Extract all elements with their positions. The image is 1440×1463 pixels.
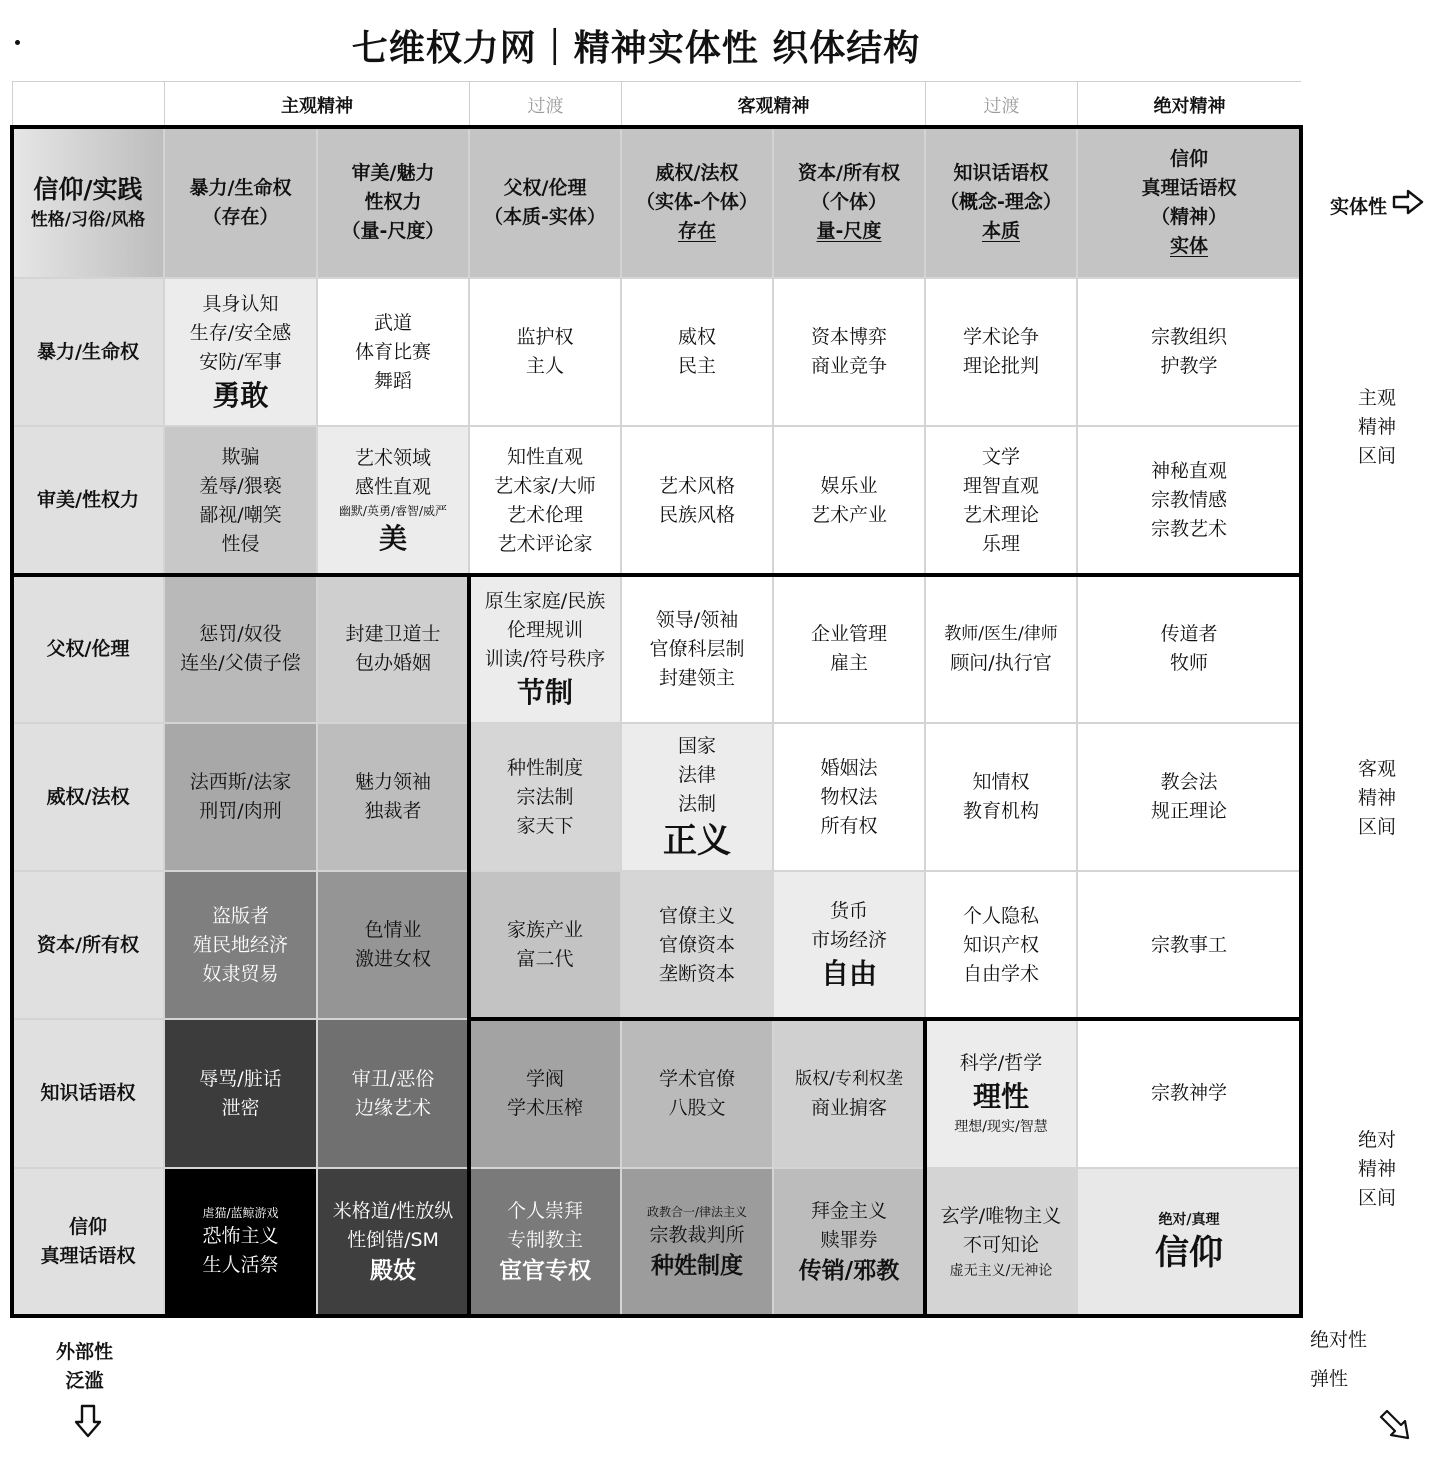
cell-text: 垄断资本 (658, 962, 735, 985)
grid-cell-r6-c5 (773, 1019, 925, 1168)
column-header-line: （概念-理念） (940, 191, 1062, 213)
cell-text: 专制教主 (506, 1229, 583, 1251)
cell-text: 玄学/唯物主义 (940, 1205, 1062, 1227)
grid-cell-r2-c6 (925, 426, 1077, 575)
cell-text: 法制 (677, 792, 716, 815)
cell-text: 原生家庭/民族 (484, 589, 606, 612)
grid-cell-r4-c5 (773, 723, 925, 871)
cell-text: 主人 (525, 355, 564, 377)
cell-text: 羞辱/猥亵 (199, 474, 282, 497)
column-header-2 (317, 127, 469, 278)
cell-text: 艺术产业 (810, 503, 887, 526)
row-label-1 (12, 278, 164, 426)
cell-text: 学术官僚 (658, 1067, 735, 1090)
grid-cell-r2-c5 (773, 426, 925, 575)
grid-cell-r5-c2 (317, 871, 469, 1019)
cell-text: 殿妓 (370, 1258, 416, 1284)
row-label-line: 知识话语权 (40, 1082, 136, 1104)
cell-text: 民主 (677, 355, 716, 377)
cell-text: 幽默/英勇/睿智/威严 (338, 503, 448, 518)
column-header-line: 本质 (981, 220, 1020, 242)
cell-text: 宦官专权 (499, 1258, 591, 1284)
absolute-line-2: 精神 (1358, 1158, 1397, 1180)
cell-text: 性倒错/SM (347, 1229, 439, 1251)
grid-cell-r6-c2 (317, 1019, 469, 1168)
cell-text: 性侵 (221, 532, 260, 555)
cell-text: 拜金主义 (810, 1200, 887, 1222)
cell-text: 舞蹈 (373, 369, 412, 392)
absolute-line-3: 区间 (1358, 1187, 1397, 1209)
cell-text: 不可知论 (962, 1234, 1039, 1256)
cell-text: 奴隶贸易 (202, 962, 279, 985)
cell-text: 乐理 (981, 532, 1020, 555)
cell-text: 泄密 (221, 1096, 260, 1119)
cell-text: 欺骗 (221, 445, 260, 468)
cell-text: 恐怖主义 (202, 1225, 279, 1247)
grid-cell-r6-c7 (1077, 1019, 1301, 1168)
grid-cell-r2-c3 (469, 426, 621, 575)
right-arrow-icon (1392, 189, 1424, 215)
grid-cell-r3-c1 (164, 575, 317, 723)
cell-text: 安防/军事 (199, 350, 282, 373)
external-label (56, 1338, 113, 1396)
grid-cell-r7-c3 (469, 1168, 621, 1316)
grid-cell-r5-c5 (773, 871, 925, 1019)
grid-cell-r2-c1 (164, 426, 317, 575)
cell-text: 文学 (981, 445, 1020, 468)
header-transition-3: 过渡 (925, 81, 1077, 127)
cell-text: 理性 (972, 1080, 1029, 1113)
header-transition-1: 过渡 (469, 81, 621, 127)
cell-text: 威权 (677, 326, 716, 348)
cell-text: 资本博弈 (810, 326, 887, 348)
cell-text: 武道 (373, 311, 412, 334)
cell-text: 神秘直观 (1150, 460, 1227, 482)
cell-text: 顾问/执行官 (950, 652, 1052, 674)
cell-text: 魅力领袖 (354, 771, 431, 793)
grid-cell-r3-c2 (317, 575, 469, 723)
cell-text: 宗教情感 (1150, 489, 1227, 511)
cell-text: 宗教艺术 (1150, 518, 1227, 540)
cell-text: 官僚科层制 (649, 637, 745, 660)
grid-cell-r3-c3 (469, 575, 621, 723)
cell-text: 信仰 (1155, 1233, 1223, 1273)
subjective-line-2: 精神 (1358, 416, 1397, 438)
grid-cell-r2-c7 (1077, 426, 1301, 575)
absoluteness-label: 绝对性 (1310, 1329, 1368, 1351)
external-line-2: 泛滥 (65, 1370, 104, 1392)
row-label-6 (12, 1019, 164, 1168)
grid-cell-r7-c1 (164, 1168, 317, 1316)
cell-text: 自由学术 (962, 962, 1039, 985)
grid-cell-r1-c7 (1077, 278, 1301, 426)
cell-text: 边缘艺术 (354, 1096, 431, 1119)
column-header-line: 存在 (677, 220, 716, 242)
row-label-line: 父权/伦理 (46, 637, 130, 660)
cell-text: 艺术评论家 (497, 532, 593, 555)
corner-main: 信仰/实践 (33, 174, 143, 204)
cell-text: 婚姻法 (820, 756, 878, 779)
cell-text: 宗教神学 (1150, 1082, 1227, 1104)
grid-cell-r1-c3 (469, 278, 621, 426)
cell-text: 封建领主 (658, 666, 735, 689)
cell-text: 封建卫道士 (345, 623, 441, 645)
grid-cell-r3-c4 (621, 575, 773, 723)
column-header-line: （精神） (1150, 205, 1227, 228)
column-header-line: （个体） (810, 191, 887, 213)
cell-text: 市场经济 (810, 929, 887, 951)
cell-text: 传销/邪教 (798, 1258, 900, 1284)
cell-text: 娱乐业 (820, 474, 878, 497)
cell-text: 包办婚姻 (354, 652, 431, 674)
column-header-line: 实体 (1169, 234, 1208, 257)
row-label-line: 威权/法权 (46, 785, 130, 808)
cell-text: 激进女权 (354, 948, 431, 970)
cell-text: 理想/现实/智慧 (954, 1119, 1048, 1135)
cell-text: 节制 (516, 675, 573, 709)
cell-text: 具身认知 (202, 292, 279, 315)
grid-cell-r1-c4 (621, 278, 773, 426)
cell-text: 绝对/真理 (1158, 1212, 1220, 1228)
column-header-line: 真理话语权 (1141, 176, 1237, 199)
cell-text: 家族产业 (506, 919, 583, 941)
absolute-zone-label (1358, 1126, 1396, 1213)
cell-text: 美 (378, 521, 407, 555)
cell-text: 体育比赛 (354, 340, 431, 363)
grid-cell-r6-c6 (925, 1019, 1077, 1168)
cell-text: 监护权 (516, 326, 574, 348)
cell-text: 雇主 (829, 652, 868, 674)
grid-cell-r4-c2 (317, 723, 469, 871)
grid-cell-r4-c6 (925, 723, 1077, 871)
subjective-line-3: 区间 (1358, 445, 1397, 467)
grid-cell-r2-c2 (317, 426, 469, 575)
column-header-line: 性权力 (364, 191, 422, 213)
cell-text: 科学/哲学 (959, 1052, 1043, 1074)
row-label-line: 暴力/生命权 (37, 340, 139, 363)
cell-text: 赎罪券 (820, 1229, 878, 1251)
grid-cell-r1-c1 (164, 278, 317, 426)
cell-text: 艺术风格 (658, 474, 735, 497)
cell-text: 训读/符号秩序 (484, 647, 606, 670)
grid-cell-r7-c5 (773, 1168, 925, 1316)
column-header-line: （实体-个体） (636, 191, 758, 213)
column-header-line: （量-尺度） (341, 220, 445, 242)
cell-text: 宗教组织 (1150, 326, 1227, 348)
cell-text: 法律 (677, 763, 716, 786)
objective-line-2: 精神 (1358, 787, 1397, 809)
cell-text: 知性直观 (506, 445, 583, 468)
grid-cell-r4-c7 (1077, 723, 1301, 871)
grid-cell-r7-c6 (925, 1168, 1077, 1316)
cell-text: 虚无主义/无神论 (949, 1263, 1053, 1279)
grid-cell-r5-c3 (469, 871, 621, 1019)
cell-text: 种姓制度 (651, 1252, 743, 1279)
diagram-title: 七维权力网｜精神实体性 织体结构 (351, 28, 921, 69)
grid-cell-r5-c7 (1077, 871, 1301, 1019)
cell-text: 自由 (820, 957, 877, 990)
row-label-3 (12, 575, 164, 723)
cell-text: 货币 (829, 900, 868, 922)
cell-text: 理论批判 (962, 355, 1039, 377)
column-header-3 (469, 127, 621, 278)
grid-cell-r6-c1 (164, 1019, 317, 1168)
cell-text: 政教合一/律法主义 (646, 1204, 748, 1219)
cell-text: 色情业 (364, 919, 422, 941)
column-header-line: 威权/法权 (655, 162, 739, 184)
down-arrow-icon (74, 1404, 102, 1438)
grid-cell-r5-c6 (925, 871, 1077, 1019)
cell-text: 米格道/性放纵 (332, 1200, 454, 1222)
grid-cell-r1-c6 (925, 278, 1077, 426)
header-row (12, 81, 1301, 127)
corner-cell (12, 127, 164, 278)
grid-cell-r5-c4 (621, 871, 773, 1019)
header-spirit-4: 绝对精神 (1077, 81, 1301, 127)
grid-cell-r4-c1 (164, 723, 317, 871)
column-header-line: 信仰 (1169, 147, 1208, 170)
cell-text: 牧师 (1169, 652, 1208, 674)
grid-cell-r7-c4 (621, 1168, 773, 1316)
cell-text: 学术压榨 (506, 1096, 583, 1119)
grid-cell-r6-c3 (469, 1019, 621, 1168)
cell-text: 法西斯/法家 (189, 771, 292, 793)
column-header-line: 父权/伦理 (503, 176, 587, 199)
cell-text: 艺术领域 (354, 446, 431, 469)
cell-text: 生人活祭 (202, 1254, 279, 1276)
row-label-line: 真理话语权 (40, 1245, 136, 1267)
column-header-5 (773, 127, 925, 278)
grid-cell-r2-c4 (621, 426, 773, 575)
row-label-7 (12, 1168, 164, 1316)
grid-cell-r1-c2 (317, 278, 469, 426)
row-label-line: 信仰 (68, 1216, 107, 1238)
header-blank (12, 81, 164, 127)
cell-text: 种性制度 (506, 756, 583, 779)
cell-text: 教师/医生/律师 (944, 624, 1058, 644)
column-header-6 (925, 127, 1077, 278)
column-header-line: 暴力/生命权 (189, 176, 292, 199)
external-line-1: 外部性 (56, 1341, 114, 1363)
column-header-line: 知识话语权 (953, 162, 1049, 184)
grid-cell-r7-c2 (317, 1168, 469, 1316)
column-header-line: 量-尺度 (816, 220, 882, 242)
cell-text: 民族风格 (658, 503, 735, 526)
grid-cell-r1-c5 (773, 278, 925, 426)
grid-cell-r3-c7 (1077, 575, 1301, 723)
objective-line-1: 客观 (1358, 758, 1397, 780)
cell-text: 刑罚/肉刑 (199, 800, 282, 822)
cell-text: 艺术伦理 (506, 503, 583, 526)
header-spirit-2: 客观精神 (621, 81, 925, 127)
cell-text: 艺术理论 (962, 503, 1039, 526)
cell-text: 知识产权 (962, 933, 1039, 956)
cell-text: 传道者 (1160, 623, 1218, 645)
column-header-4 (621, 127, 773, 278)
grid-cell-r6-c4 (621, 1019, 773, 1168)
grid-cell-r3-c5 (773, 575, 925, 723)
cell-text: 学阀 (525, 1067, 564, 1090)
cell-text: 护教学 (1160, 355, 1218, 377)
cell-text: 感性直观 (354, 475, 431, 498)
grid-cell-r7-c7 (1077, 1168, 1301, 1316)
corner-sub: 性格/习俗/风格 (30, 209, 146, 230)
subjective-line-1: 主观 (1358, 387, 1397, 409)
cell-text: 版权/专利权垄 (795, 1068, 903, 1089)
column-header-line: （存在） (202, 205, 279, 228)
cell-text: 鄙视/嘲笑 (199, 503, 282, 526)
entity-text: 实体性 (1330, 196, 1388, 218)
grid-cell-r4-c4 (621, 723, 773, 871)
row-label-line: 资本/所有权 (37, 933, 139, 956)
cell-text: 知情权 (972, 771, 1030, 793)
header-spirit-0: 主观精神 (164, 81, 469, 127)
cell-text: 个人隐私 (962, 904, 1039, 927)
cell-text: 独裁者 (364, 800, 422, 822)
cell-text: 商业掮客 (810, 1096, 887, 1119)
elasticity-label: 弹性 (1310, 1368, 1349, 1390)
cell-text: 虐猫/蓝鲸游戏 (202, 1206, 279, 1220)
grid-cell-r5-c1 (164, 871, 317, 1019)
cell-text: 盗版者 (211, 904, 269, 927)
row-label-4 (12, 723, 164, 871)
cell-text: 学术论争 (962, 326, 1039, 348)
cell-text: 国家 (677, 734, 716, 757)
cell-text: 家天下 (516, 814, 574, 837)
column-header-1 (164, 127, 317, 278)
cell-text: 八股文 (668, 1096, 726, 1119)
objective-zone-label (1358, 755, 1396, 842)
cell-text: 企业管理 (810, 623, 887, 645)
cell-text: 领导/领袖 (655, 608, 739, 631)
cell-text: 理智直观 (962, 474, 1039, 497)
cell-text: 官僚资本 (658, 933, 735, 956)
subjective-zone-label (1358, 384, 1396, 471)
cell-text: 官僚主义 (658, 904, 735, 927)
row-label-5 (12, 871, 164, 1019)
cell-text: 商业竞争 (810, 355, 887, 377)
diagonal-arrow-icon (1378, 1408, 1412, 1442)
cell-text: 勇敢 (212, 378, 269, 412)
cell-text: 生存/安全感 (189, 321, 292, 344)
row-label-2 (12, 426, 164, 575)
cell-text: 所有权 (820, 814, 878, 837)
absolute-line-1: 绝对 (1358, 1129, 1397, 1151)
grid-cell-r4-c3 (469, 723, 621, 871)
cell-text: 个人崇拜 (506, 1200, 583, 1222)
cell-text: 规正理论 (1150, 800, 1227, 822)
grid-cell-r3-c6 (925, 575, 1077, 723)
cell-text: 富二代 (516, 948, 574, 970)
column-header-line: 审美/魅力 (351, 162, 435, 184)
column-header-7 (1077, 127, 1301, 278)
objective-line-3: 区间 (1358, 816, 1397, 838)
column-header-line: 资本/所有权 (798, 162, 900, 184)
cell-text: 伦理规训 (506, 618, 583, 641)
cell-text: 宗法制 (516, 785, 574, 808)
cell-text: 教会法 (1160, 771, 1218, 793)
cell-text: 艺术家/大师 (494, 474, 596, 497)
cell-text: 教育机构 (962, 800, 1039, 822)
cell-text: 正义 (663, 820, 731, 861)
cell-text: 辱骂/脏话 (199, 1067, 282, 1090)
cell-text: 物权法 (820, 785, 878, 808)
cell-text: 连坐/父债子偿 (180, 652, 301, 674)
cell-text: 宗教裁判所 (649, 1223, 745, 1246)
entity-label (1330, 193, 1387, 222)
cell-text: 惩罚/奴役 (199, 623, 282, 645)
column-header-line: （本质-实体） (484, 205, 606, 228)
cell-text: 宗教事工 (1150, 933, 1227, 956)
cell-text: 审丑/恶俗 (351, 1067, 435, 1090)
row-label-line: 审美/性权力 (37, 489, 139, 511)
cell-text: 殖民地经济 (192, 933, 288, 956)
